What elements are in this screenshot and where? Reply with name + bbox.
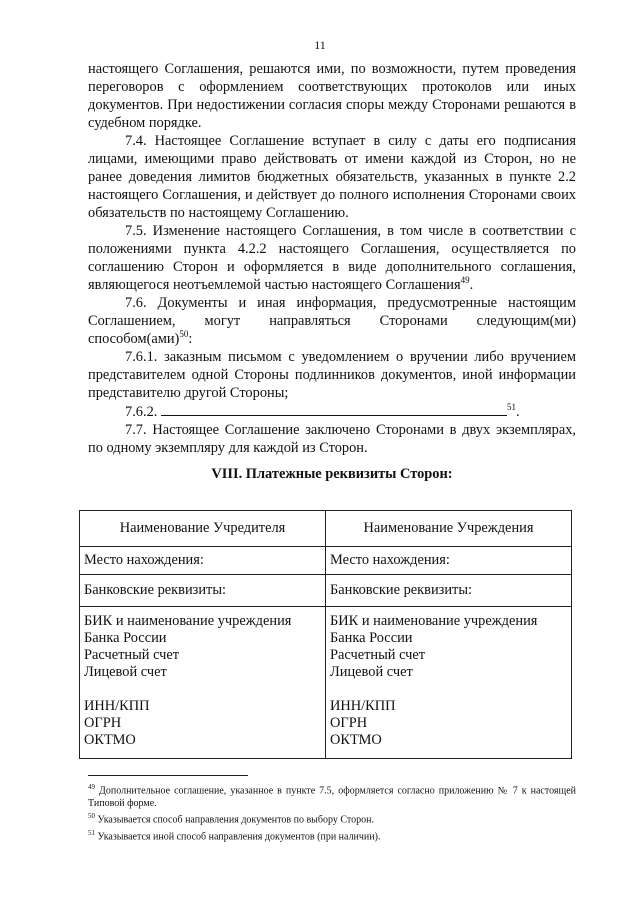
payment-details-table xyxy=(79,510,572,759)
paragraph-7-4: 7.4. Настоящее Соглашение вступает в силу с даты его подписания лицами, имеющими право действовать от имени каждой из Сторон, но не ранее доведения лимитов бюджетных обязательств, указанных в пункте 2.2 настоящего Соглашения, и действует до полного исполнения Сторонами своих обязательств по настоящему Соглашению. xyxy=(88,133,576,221)
paragraph-7-6-1: 7.6.1. заказным письмом с уведомлением о вручении либо вручением представителем одной Стороны подлинников документов, иной информации представителю другой Стороны; xyxy=(88,349,576,401)
footnote-ref-49: 49 xyxy=(460,275,470,286)
table-row xyxy=(80,547,572,575)
paragraph-7-6: 7.6. Документы и иная информация, предусмотренные настоящим Соглашением, могут направляться Сторонами следующим(ми) способом(ами)$^{50}$: xyxy=(88,295,576,347)
founder-location-cell: Место нахождения: xyxy=(80,547,326,575)
institution-requisites-cell: БИК и наименование учреждения Банка России Расчетный счет Лицевой счет ИНН/КПП ОГРН ОКТМО xyxy=(326,607,572,759)
paragraph-continuation: настоящего Соглашения, решаются ими, по возможности, путем проведения переговоров с оформлением соответствующих протоколов или иных документов. При недостижении согласия споры между Сторонами решаются в судебном порядке. xyxy=(88,61,576,131)
founder-header-cell: Наименование Учредителя xyxy=(80,511,326,547)
institution-location-cell: Место нахождения: xyxy=(326,547,572,575)
founder-requisites-cell: БИК и наименование учреждения Банка России Расчетный счет Лицевой счет ИНН/КПП ОГРН ОКТМО xyxy=(80,607,326,759)
founder-bank-details-cell: Банковские реквизиты: xyxy=(80,575,326,607)
footnote-49: $^{49}$ Дополнительное соглашение, указанное в пункте 7.5, оформляется согласно приложению № 7 к настоящей Типовой форме. xyxy=(88,783,576,810)
footnote-50: $^{50}$ Указывается способ направления документов по выбору Сторон. xyxy=(88,812,374,826)
body-text xyxy=(88,60,576,457)
table-row xyxy=(80,607,572,759)
footnote-ref-51: 51 xyxy=(507,402,516,413)
paragraph-7-6-2: 7.6.2. $^{51}$. xyxy=(125,402,520,420)
footnote-ref-50: 50 xyxy=(179,329,189,340)
blank-fill-line xyxy=(161,402,507,416)
footnote-separator xyxy=(88,775,248,776)
table-row xyxy=(80,575,572,607)
institution-bank-details-cell: Банковские реквизиты: xyxy=(326,575,572,607)
paragraph-7-5: 7.5. Изменение настоящего Соглашения, в том числе в соответствии с положениями пункта 4.2.2 настоящего Соглашения, осуществляется по соглашению Сторон и оформляется в виде дополнительного соглашения, являющегося неотъемлемой частью настоящего Соглашения$^{49}$. xyxy=(88,223,576,293)
table-row xyxy=(80,511,572,547)
footnote-51: $^{51}$ Указывается иной способ направления документов (при наличии). xyxy=(88,828,381,842)
institution-header-cell: Наименование Учреждения xyxy=(326,511,572,547)
paragraph-7-7: 7.7. Настоящее Соглашение заключено Сторонами в двух экземплярах, по одному экземпляру для каждой из Сторон. xyxy=(88,422,576,456)
page-number: 11 xyxy=(314,38,326,52)
section-title: VIII. Платежные реквизиты Сторон: xyxy=(211,466,453,482)
footnotes xyxy=(88,781,576,843)
